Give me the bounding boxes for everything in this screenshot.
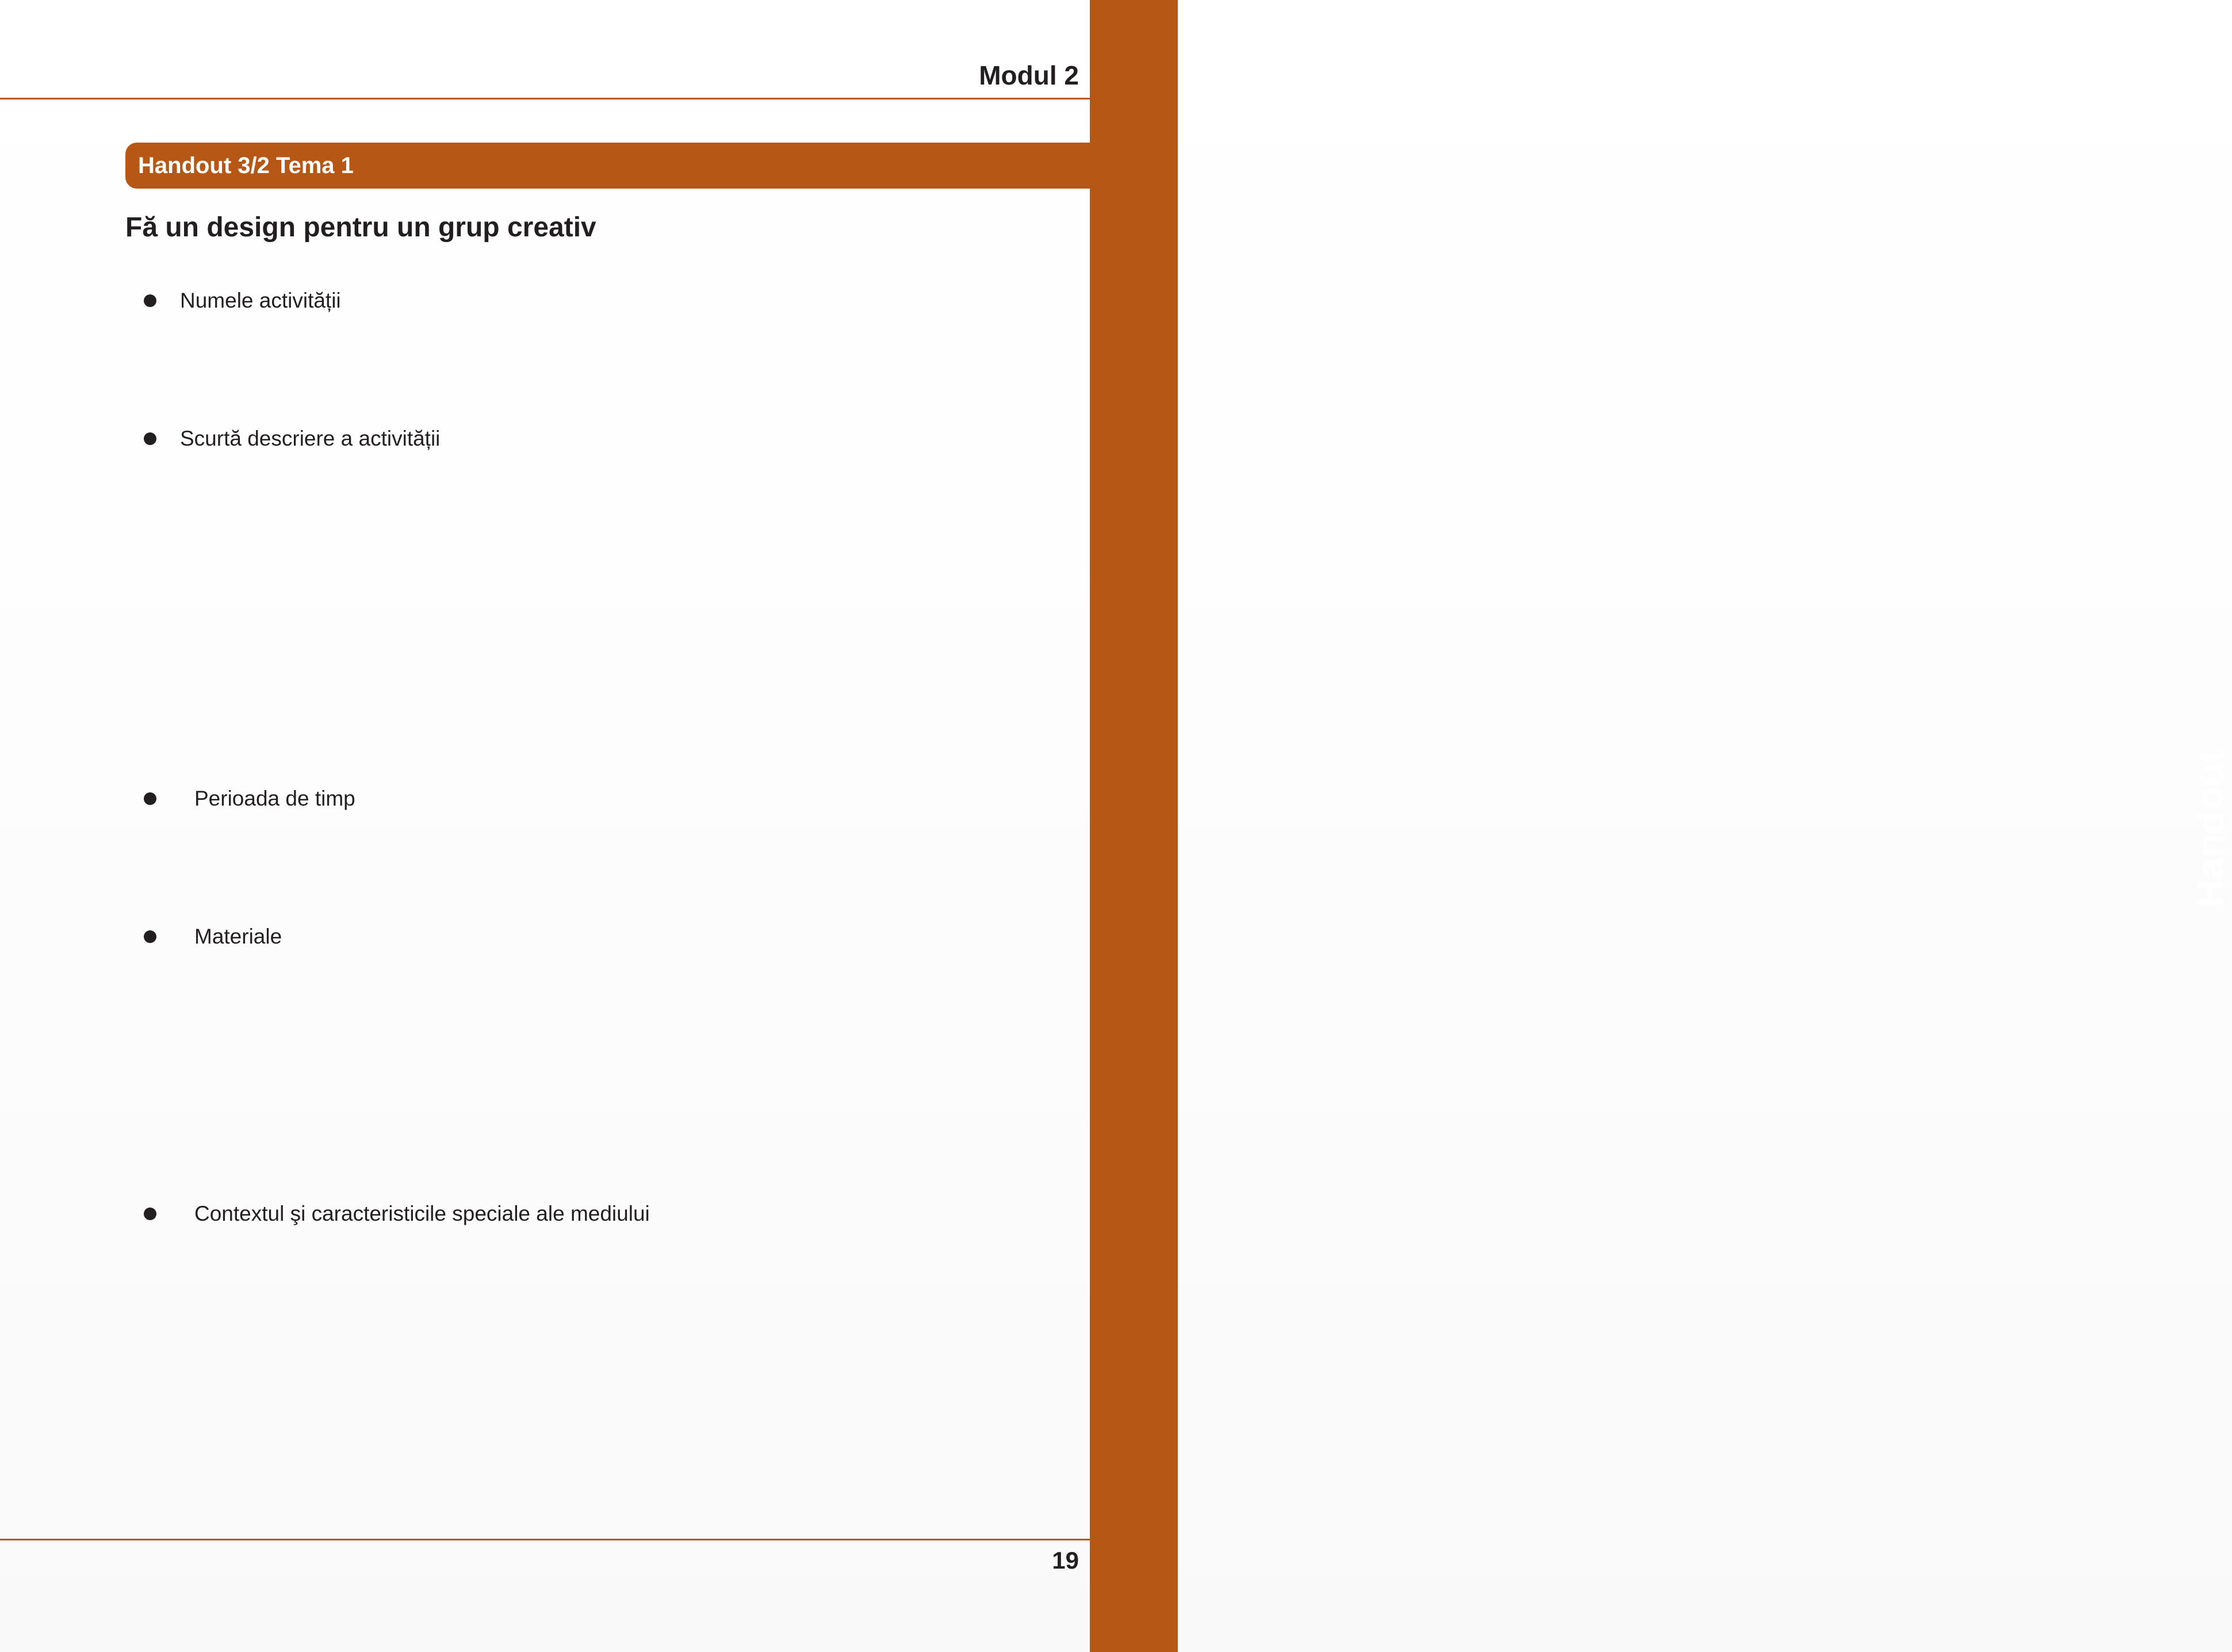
bullet-icon [144, 1208, 156, 1220]
list-item-label: Perioada de timp [194, 787, 355, 810]
side-tab-label: Handout [2189, 749, 2231, 907]
list-item-label: Numele activității [180, 289, 341, 312]
page-title: Fă un design pentru un grup creativ [125, 212, 596, 243]
list-item-label: Scurtă descriere a activității [180, 427, 441, 450]
handout-banner [125, 143, 1090, 189]
module-title: Modul 2 [979, 60, 1079, 90]
bullet-icon [144, 792, 156, 805]
page-number: 19 [1052, 1547, 1079, 1574]
header-rule [0, 98, 1090, 99]
bullet-icon [144, 294, 156, 307]
side-tab-band [1090, 0, 2231, 1652]
bullet-icon [144, 432, 156, 445]
bullet-icon [144, 930, 156, 943]
list-item-label: Materiale [194, 925, 282, 948]
list-item-label: Contextul şi caracteristicile speciale ale mediului [194, 1202, 650, 1225]
handout-banner-label: Handout 3/2 Tema 1 [138, 153, 354, 178]
footer-rule [0, 1539, 1090, 1540]
